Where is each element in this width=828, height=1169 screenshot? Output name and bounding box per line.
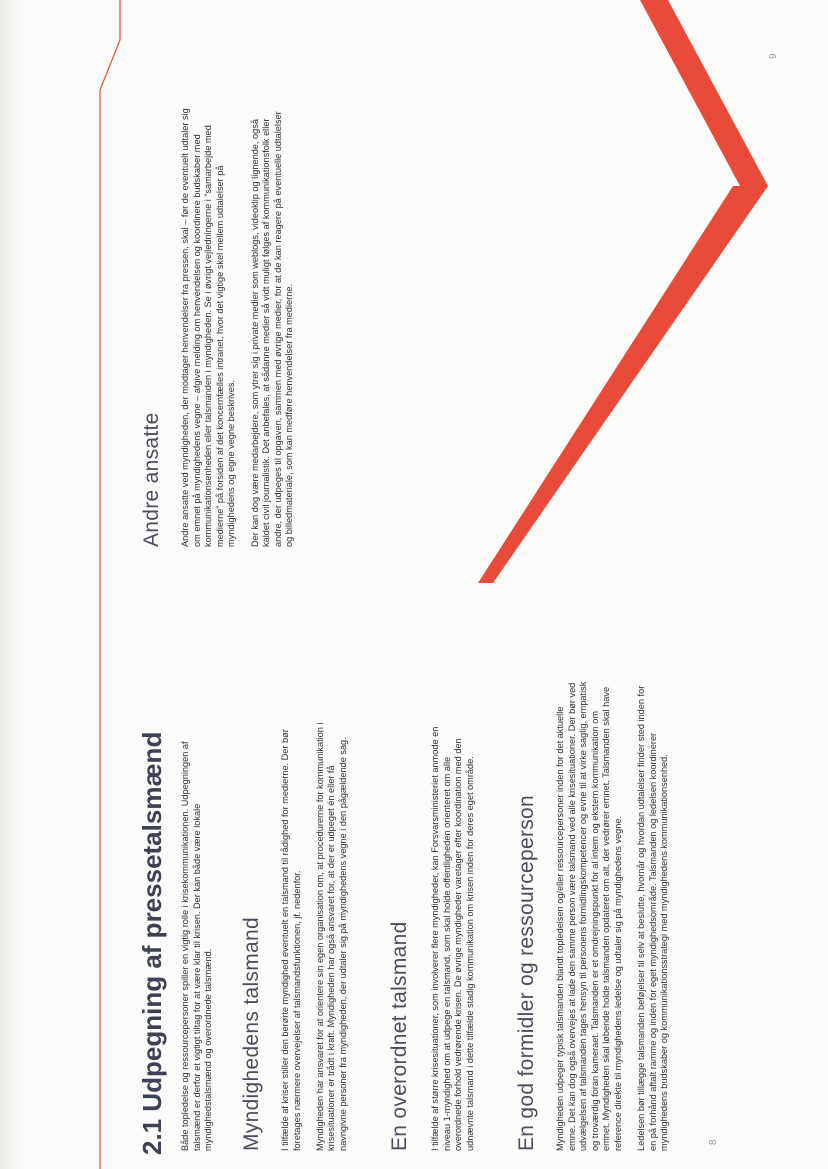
- section-body-andre: [180, 107, 296, 547]
- paragraph: Der kan dog være medarbejdere, som ytrer sig i private medier som weblogs, videoklip og lignende, også kaldet civil journalistik. Det anbefales, at sådanne medier så vidt muligt følges af kommunikationsfolk eller andre, der udpeges til opgaven, sammen med øvrige medier, for at de kan reagere på eventuelle udtalelser og billedmateriale, som kan medføre henvendelser fra medierne.: [249, 111, 295, 547]
- page-number-right: 9: [768, 53, 779, 59]
- intro-text: [180, 726, 215, 1151]
- paragraph: Myndigheden har ansvaret for at orientere sin egen organisation om, at procedurerne for kommunikation i krisesituationer er trådt i kraft. Myndigheden har også ansvaret for, at der er udpeget én eller få navngivne personer fra myndigheden, der udtaler sig på myndighedens vegne i den pågældende sag.: [314, 722, 348, 1151]
- paragraph: Myndigheden udpeger typisk talsmanden blandt topledelsen og/eller ressourcepersoner inden for det aktuelle emne. Det kan dog også overvejes at lade den samme person være talsmand ved alle krisesituationer. Der bør ved udvælgelsen af talsmanden tages hensyn til personens formidlingskompetencer og evne til at virke saglig, empatisk og troværdig foran kameraet. Talsmanden er et omdrejningspunkt for al intern og ekstern kommunikation om emnet. Myndigheden skal løbende holde talsmanden opdateret om alt, der vedrører emnet. Talsmanden skal have reference direkte til myndighedens ledelse og udtaler sig på myndighedens vegne.: [555, 681, 623, 1151]
- section-body-formidler: [555, 681, 671, 1151]
- page-number-left: 8: [708, 1139, 719, 1145]
- paragraph: Ledelsen bør tillægge talsmanden beføjelser til selv at beslutte, hvornår og hvordan udtalelser finder sted inden for en på forhånd aftalt ramme og inden for eget myndighedsområde. Talsmanden og ledelsen koordinerer myndighedens budskaber og kommunikationsstrategi med myndighedens kommunikationsenhed.: [636, 685, 670, 1151]
- paragraph: I tilfælde af større krisesituationer, som involverer flere myndigheder, kan Forsvarsministeriet anmode en niveau 1-myndighed om at udpege en talsmand, som skal holde offentligheden orienteret om alle overordnede forhold vedrørende krisen. De øvrige myndigheder varetager efter koordination med den udnævnte talsmand i dette tilfælde stadig kommunikation om krisen inden for deres eget område.: [430, 726, 475, 1151]
- paragraph: Andre ansatte ved myndigheden, der modtager henvendelser fra pressen, skal – før de eventuelt udtaler sig om emnet på myndighedens vegne – afgive melding om henvendelsen og koordinere budskaber med kommunikationsenheden eller talsmanden i myndigheden. Se i øvrigt vejledningerne i “samarbejde med medierne” på forsiden af det koncernfælles intranet, hvor det vigtige skel mellem udtalelser på myndighedens og egne vegne beskrives.: [180, 108, 237, 547]
- section-title-formidler: En god formidler og ressourceperson: [515, 794, 538, 1151]
- main-heading: 2.1 Udpegning af pressetalsmænd: [137, 731, 167, 1155]
- paragraph: I tilfælde af kriser stiller den berørte myndighed eventuelt en talsmand til rådighed for medierne. Der bør foretages nærmere overvejelser af talsmandsfunktionen, jf. nedenfor.: [280, 729, 302, 1151]
- section-body-overordnet: [430, 717, 476, 1151]
- section-title-myndighedens: Myndighedens talsmand: [240, 917, 263, 1151]
- section-title-andre: Andre ansatte: [140, 412, 163, 547]
- section-body-myndighedens: [280, 721, 350, 1151]
- intro-paragraph: Både topledelse og ressourcepersoner spiller en vigtig rolle i krisekommunikationen. Udpegningen af talsmænd er derfor et vigtigt tiltag for at være klar til krisen. Der kan både være lokale myndighedstalsmænd og overordnede talsmænd.: [180, 741, 214, 1151]
- section-title-overordnet: En overordnet talsmand: [388, 921, 411, 1151]
